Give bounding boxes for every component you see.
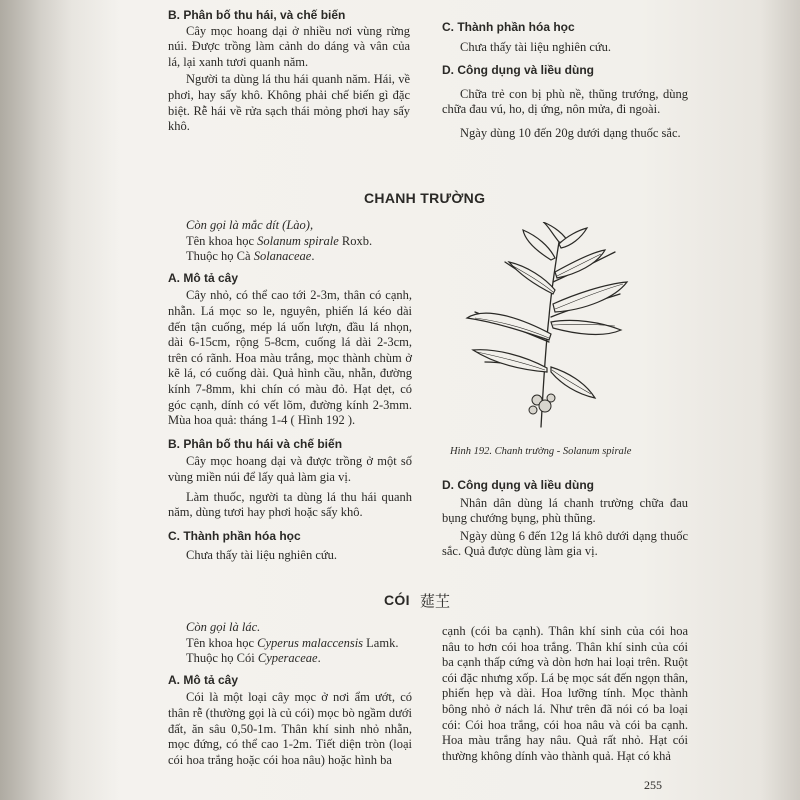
sci-author: Lamk.: [363, 635, 399, 650]
top-right-column: [442, 20, 688, 142]
sci-author: Roxb.: [338, 233, 373, 248]
family-prefix: Thuộc họ Cà: [186, 249, 254, 264]
sci-prefix: Tên khoa học: [186, 233, 258, 248]
plant-illustration-solanum: [455, 222, 635, 432]
paragraph: Ngày dùng 6 đến 12g lá khô dưới dạng thuốc sắc. Quả được dùng làm gia vị.: [442, 528, 688, 559]
scientific-name-line: [168, 636, 412, 652]
section-title-chanh-truong: CHANH TRƯỜNG: [364, 190, 486, 206]
family-suffix: .: [317, 651, 321, 666]
family-suffix: .: [311, 249, 315, 264]
chanh-truong-d-column: [442, 478, 688, 560]
paragraph: Chữa trẻ con bị phù nề, thũng trướng, dùng chữa đau vú, ho, dị ứng, nôn mửa, đi ngoài.: [442, 86, 688, 117]
alias-line: [168, 218, 412, 234]
sci-name: Cyperus malaccensis: [257, 635, 364, 650]
heading-b: B. Phân bố thu hái và chế biến: [168, 436, 343, 451]
chinese-characters: 莚芏: [420, 592, 451, 610]
chanh-truong-column: [168, 218, 412, 564]
sci-prefix: Tên khoa học: [186, 635, 258, 650]
page-number: 255: [644, 778, 662, 792]
top-left-column: [168, 8, 410, 135]
family-name: Cyperaceae: [257, 651, 318, 666]
paragraph: Người ta dùng lá thu hái quanh năm. Hái, về phơi, hay sấy khô. Không phải chế biến gì đặc biệt. Rễ hái về rửa sạch thái mỏng phơi hay sấy khô.: [168, 72, 410, 134]
paragraph: Ngày dùng 10 đến 20g dưới dạng thuốc sắc.: [460, 125, 681, 140]
heading-c: C. Thành phần hóa học: [168, 528, 301, 543]
heading-d: D. Công dụng và liều dùng: [442, 478, 594, 492]
paragraph: cạnh (cói ba cạnh). Thân khí sinh của cói hoa nâu to hơn cói hoa trắng. Thân khí sinh của cói ba cạnh thấp cứng và dòn hơn hai loại trên. Ruột cói đặc nhưng xốp. Lá bẹ mọc sát đến ngọn thân, phiến hẹp và dài. Hoa lưỡng tính. Mọc thành bông nhỏ ở nách lá. Như trên đã nói có ba loại cói: Cói hoa trắng, cói hoa nâu và cói ba cạnh. Hoa màu trắng hay nâu. Quả rất nhỏ. Hạt cói thường không dính vào thành quả. Hạt có khả: [442, 624, 688, 763]
figure-caption: Hình 192. Chanh trường - Solanum spirale: [450, 446, 632, 457]
paragraph: Chưa thấy tài liệu nghiên cứu.: [186, 548, 338, 563]
heading-c-top: C. Thành phần hóa học: [442, 20, 575, 34]
heading-a: A. Mô tả cây: [168, 270, 239, 285]
heading-b-top: B. Phân bố thu hái, và chế biến: [168, 8, 346, 22]
paragraph: Chưa thấy tài liệu nghiên cứu.: [460, 39, 612, 54]
family-prefix: Thuộc họ Cói: [186, 651, 258, 666]
sci-name: Solanum spirale: [257, 233, 339, 248]
family-line: [168, 651, 412, 667]
paragraph: Cây mọc hoang dại và được trồng ở một số vùng miền núi để lấy quả làm gia vị.: [168, 454, 412, 484]
book-spine-shadow: [0, 0, 120, 800]
alias-line: [168, 620, 412, 636]
paragraph: Cây mọc hoang dại ở nhiều nơi vùng rừng núi. Được trồng làm cảnh do dáng và vân của lá, lại xanh tươi quanh năm.: [168, 23, 410, 69]
paragraph: Cây nhỏ, có thể cao tới 2-3m, thân có cạnh, nhẵn. Lá mọc so le, nguyên, phiến lá kéo dài đến tận cuống, mép lá uốn lượn, đầu lá nhọn, dài 6-15cm, rộng 5-8cm, cuống lá dài 2-3cm, trên có rãnh. Hoa màu trắng, mọc thành chùm ở kẽ lá, có cuống dài. Quả hình cầu, nhẵn, đường kính 7-8mm, khi chín có màu đỏ. Hạt dẹt, có góc cạnh, dính có vết lõm, đường kính 2-3mm. Mùa hoa quả: tháng 1-4 ( Hình 192 ).: [168, 288, 412, 428]
section-title-coi: CÓI: [384, 592, 410, 608]
scientific-name-line: [168, 234, 412, 250]
paragraph: Nhân dân dùng lá chanh trường chữa đau bụng chướng bụng, phù thũng.: [442, 495, 688, 526]
family-line: [168, 249, 412, 265]
family-name: Solanaceae: [253, 249, 312, 264]
alias-text: Còn gọi là mắc dít (Lào),: [186, 218, 314, 232]
paragraph: Cói là một loại cây mọc ở nơi ẩm ướt, có thân rễ (thường gọi là củ cói) mọc bò ngầm dưới đất, ăn sâu 0,50-1m. Thân khí sinh nhỏ nhẵn, mọc đứng, có thể cao 1-2m. Tiết diện tròn (loại cói hoa trắng hoặc cói hoa nâu) hoặc hình ba: [168, 690, 412, 767]
coi-right-column: [442, 624, 688, 764]
heading-a: A. Mô tả cây: [168, 672, 239, 687]
paragraph: Làm thuốc, người ta dùng lá thu hái quanh năm, dùng tươi hay phơi hoặc sấy khô.: [168, 489, 412, 520]
heading-d-top: D. Công dụng và liều dùng: [442, 63, 594, 78]
coi-left-column: [168, 620, 412, 768]
bleed-through-text: [450, 150, 670, 165]
alias-text: Còn gọi là lác.: [186, 620, 261, 634]
